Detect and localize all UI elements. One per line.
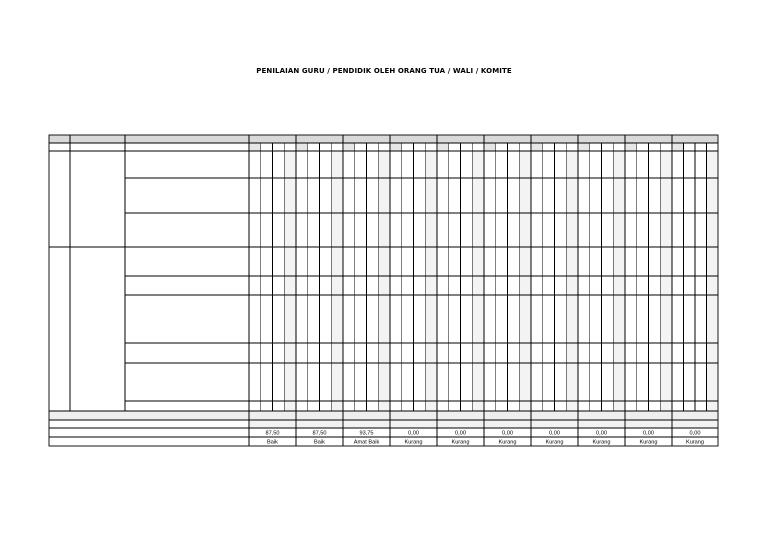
score-value: 0,00 xyxy=(502,430,513,437)
score-column-shade xyxy=(284,151,296,411)
score-category: Kurang xyxy=(639,439,658,446)
summary-cell-shade xyxy=(673,420,717,428)
score-value: 0,00 xyxy=(455,430,466,437)
subheader-shade xyxy=(250,143,261,151)
summary-cell-shade xyxy=(579,420,624,428)
score-category: Kurang xyxy=(545,439,564,446)
summary-cell-shade xyxy=(344,420,389,428)
summary-cell-shade xyxy=(485,420,530,428)
summary-cell-shade xyxy=(532,420,577,428)
score-column-shade xyxy=(566,151,578,411)
score-value: 0,00 xyxy=(549,430,560,437)
score-category: Baik xyxy=(267,439,278,446)
header-shade xyxy=(49,135,718,143)
score-category: Kurang xyxy=(451,439,470,446)
score-column-shade xyxy=(660,151,672,411)
score-category: Kurang xyxy=(404,439,423,446)
score-category: Amat Baik xyxy=(353,439,380,446)
subheader-shade xyxy=(579,143,590,151)
score-value: 93,75 xyxy=(359,430,374,437)
score-value: 87,50 xyxy=(312,430,327,437)
score-category: Baik xyxy=(314,439,325,446)
summary-row-shade xyxy=(49,411,718,420)
score-column-shade xyxy=(331,151,343,411)
score-column-shade xyxy=(425,151,437,411)
summary-cell-shade xyxy=(391,420,436,428)
summary-cell-shade xyxy=(438,420,483,428)
subheader-shade xyxy=(485,143,496,151)
summary-cell-shade xyxy=(626,420,671,428)
summary-cell-shade xyxy=(297,420,342,428)
score-column-shade xyxy=(472,151,484,411)
subheader-shade xyxy=(673,143,684,151)
score-value: 0,00 xyxy=(689,430,701,437)
score-value: 0,00 xyxy=(596,430,607,437)
score-column-shade xyxy=(378,151,390,411)
subheader-shade xyxy=(344,143,355,151)
subheader-shade xyxy=(626,143,637,151)
score-value: 0,00 xyxy=(643,430,654,437)
score-value: 0,00 xyxy=(408,430,419,437)
subheader-shade xyxy=(297,143,308,151)
document-title: PENILAIAN GURU / PENDIDIK OLEH ORANG TUA / WALI / KOMITE xyxy=(256,67,512,75)
score-category: Kurang xyxy=(592,439,611,446)
score-category: Kurang xyxy=(685,439,705,446)
score-column-shade xyxy=(613,151,625,411)
summary-cell-shade xyxy=(250,420,295,428)
subheader-shade xyxy=(438,143,449,151)
score-value: 87,50 xyxy=(265,430,280,437)
score-category: Kurang xyxy=(498,439,517,446)
subheader-shade xyxy=(391,143,402,151)
score-column-shade xyxy=(707,151,719,411)
subheader-shade xyxy=(532,143,543,151)
score-column-shade xyxy=(519,151,531,411)
